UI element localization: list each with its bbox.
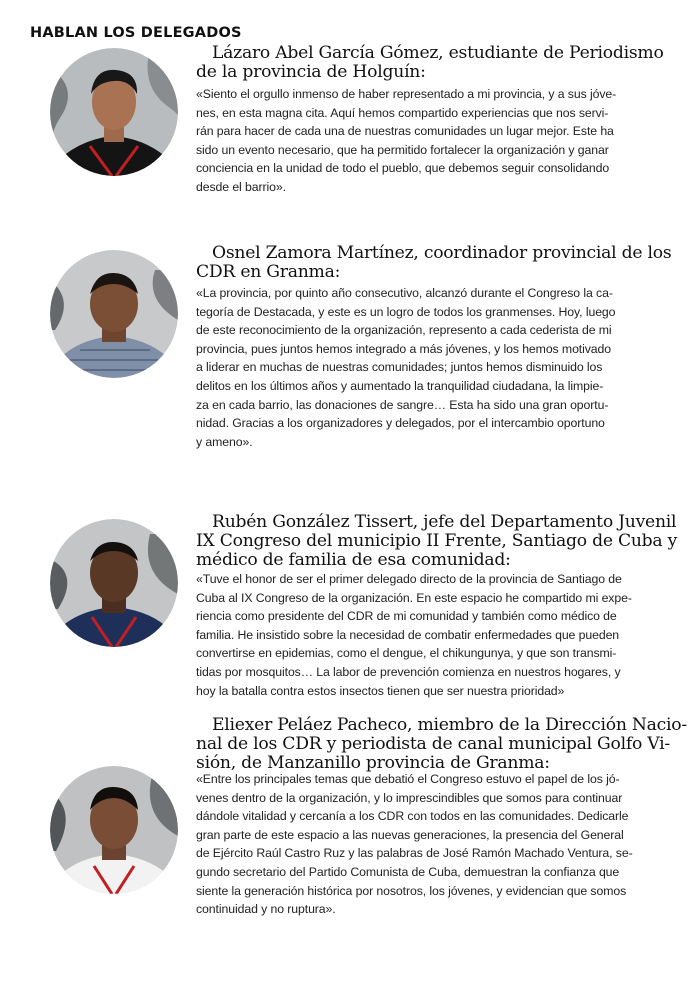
quote-line: rán para hacer de cada una de nuestras comunidades un lugar mejor. Este ha — [196, 124, 614, 139]
quote-line: a liderar en muchas de nuestras comunidades; juntos hemos disminuido los — [196, 360, 603, 375]
delegate-quote — [196, 770, 658, 919]
delegate-photo — [50, 766, 178, 894]
quote-line: sido un evento necesario, que ha permitido fortalecer la organización y ganar — [196, 142, 609, 157]
delegate-photo — [50, 250, 178, 378]
quote-line: za en cada barrio, las donaciones de sangre… Esta ha sido una gran oportu- — [196, 397, 609, 412]
quote-line: «Entre los principales temas que debatió el Congreso estuvo el papel de los jó- — [196, 772, 620, 786]
quote-line: hoy la batalla contra estos insectos tienen que ser nuestra prioridad» — [196, 683, 565, 698]
quote-line: provincia, pues juntos hemos integrado a más jóvenes, y los hemos motivado — [196, 341, 612, 356]
quote-line: continuidad y no ruptura». — [196, 902, 336, 917]
heading-line: Lázaro Abel García Gómez, estudiante de Periodismo — [212, 43, 664, 63]
delegate-quote — [196, 570, 658, 700]
quote-line: convertirse en epidemias, como el dengue, el chikungunya, y que son transmi- — [196, 646, 617, 661]
heading-line: Eliexer Peláez Pacheco, miembro de la Dirección Nacio- — [212, 715, 687, 735]
quote-line: familia. He insistido sobre la necesidad de combatir enfermedades que pueden — [196, 627, 620, 642]
section-title: HABLAN LOS DELEGADOS — [30, 25, 242, 41]
quote-line: «Siento el orgullo inmenso de haber representado a mi provincia, y a sus jóve- — [196, 87, 617, 101]
delegate-heading — [196, 715, 687, 773]
heading-line: nal de los CDR y periodista de canal municipal Golfo Vi- — [196, 734, 670, 754]
quote-line: desde el barrio». — [196, 179, 286, 194]
quote-line: gran parte de este espacio a las nuevas generaciones, la presencia del General — [196, 827, 624, 842]
quote-line: delitos en los últimos años y aumentado la tranquilidad ciudadana, la limpie- — [196, 378, 604, 393]
quote-line: Cuba al IX Congreso de la organización. En este espacio he compartido mi expe- — [196, 590, 632, 605]
heading-line: de la provincia de Holguín: — [196, 62, 426, 82]
quote-line: dándole vitalidad y cercanía a los CDR con todos en las comunidades. Dedicarle — [196, 809, 629, 824]
delegate-heading — [196, 243, 672, 282]
quote-line: siente la generación histórica por nosotros, los jóvenes, y evidencian que somos — [196, 883, 627, 898]
delegate-heading — [196, 43, 664, 82]
quote-line: y ameno». — [196, 434, 253, 449]
quote-line: de este reconocimiento de la organización, represento a cada cederista de mi — [196, 323, 612, 338]
quote-line: «Tuve el honor de ser el primer delegado directo de la provincia de Santiago de — [196, 572, 622, 586]
quote-line: gundo secretario del Partido Comunista de Cuba, demuestran la confianza que — [196, 864, 620, 879]
delegate-quote — [196, 85, 658, 197]
delegate-heading — [196, 512, 678, 570]
heading-line: Osnel Zamora Martínez, coordinador provincial de los — [212, 243, 672, 263]
quote-line: tegoría de Destacada, y este es un logro de todos los granmenses. Hoy, luego — [196, 304, 616, 319]
quote-line: de Ejército Raúl Castro Ruz y las palabras de José Ramón Machado Ventura, se- — [196, 846, 633, 861]
quote-line: tidas por mosquitos… La labor de prevención comienza en nuestros hogares, y — [196, 664, 621, 679]
quote-line: venes dentro de la organización, y lo imprescindibles que somos para continuar — [196, 790, 623, 805]
quote-line: riencia como presidente del CDR de mi comunidad y también como médico de — [196, 609, 617, 624]
quote-line: conciencia en la unidad de todo el pueblo, que debemos seguir consolidando — [196, 161, 610, 176]
heading-line: médico de familia de esa comunidad: — [196, 550, 511, 570]
delegate-quote — [196, 284, 658, 451]
quote-line: «La provincia, por quinto año consecutivo, alcanzó durante el Congreso la ca- — [196, 286, 613, 300]
heading-line: sión, de Manzanillo provincia de Granma: — [196, 753, 550, 773]
quote-line: nes, en esta magna cita. Aquí hemos compartido experiencias que nos servi- — [196, 105, 609, 120]
delegate-photo — [50, 48, 178, 176]
delegate-photo — [50, 519, 178, 647]
heading-line: CDR en Granma: — [196, 262, 341, 282]
heading-line: Rubén González Tissert, jefe del Departamento Juvenil — [212, 512, 677, 532]
quote-line: nidad. Gracias a los organizadores y delegados, por el intercambio oportuno — [196, 416, 605, 431]
heading-line: IX Congreso del municipio II Frente, Santiago de Cuba y — [196, 531, 678, 551]
